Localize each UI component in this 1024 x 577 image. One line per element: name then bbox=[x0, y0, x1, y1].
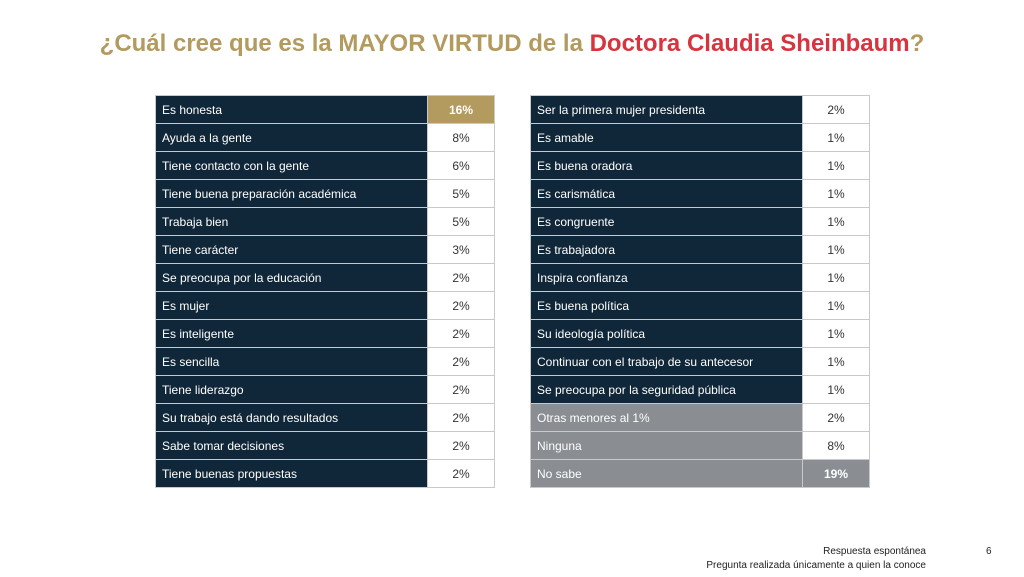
table-row bbox=[156, 236, 495, 264]
row-label: Continuar con el trabajo de su antecesor bbox=[531, 348, 803, 376]
table-row bbox=[531, 432, 870, 460]
table-row bbox=[156, 348, 495, 376]
row-value: 1% bbox=[803, 124, 870, 152]
table-row bbox=[156, 208, 495, 236]
row-label: Trabaja bien bbox=[156, 208, 428, 236]
row-label: Ninguna bbox=[531, 432, 803, 460]
table-row bbox=[156, 180, 495, 208]
table-row bbox=[531, 152, 870, 180]
row-label: Sabe tomar decisiones bbox=[156, 432, 428, 460]
row-value: 2% bbox=[428, 264, 495, 292]
footnote-question-scope: Pregunta realizada únicamente a quien la conoce bbox=[706, 560, 926, 571]
right-results-table bbox=[530, 95, 870, 488]
title-prefix: ¿Cuál cree que es la MAYOR VIRTUD de la bbox=[99, 30, 590, 57]
row-value: 1% bbox=[803, 236, 870, 264]
table-row bbox=[531, 320, 870, 348]
table-row bbox=[156, 432, 495, 460]
row-label: Es mujer bbox=[156, 292, 428, 320]
row-value: 1% bbox=[803, 292, 870, 320]
row-value: 6% bbox=[428, 152, 495, 180]
table-row bbox=[156, 320, 495, 348]
table-row bbox=[531, 348, 870, 376]
row-value: 2% bbox=[803, 404, 870, 432]
title-highlight: Doctora Claudia Sheinbaum bbox=[589, 30, 910, 57]
table-row bbox=[156, 124, 495, 152]
table-row bbox=[531, 180, 870, 208]
row-value: 2% bbox=[428, 460, 495, 488]
row-value: 1% bbox=[803, 348, 870, 376]
table-row bbox=[156, 96, 495, 124]
page-title bbox=[0, 30, 1024, 58]
table-row bbox=[156, 152, 495, 180]
row-value: 1% bbox=[803, 180, 870, 208]
row-label: Se preocupa por la seguridad pública bbox=[531, 376, 803, 404]
table-row bbox=[531, 96, 870, 124]
row-value: 2% bbox=[428, 292, 495, 320]
row-label: Otras menores al 1% bbox=[531, 404, 803, 432]
row-label: Inspira confianza bbox=[531, 264, 803, 292]
row-label: Tiene contacto con la gente bbox=[156, 152, 428, 180]
footnote-response-type: Respuesta espontánea bbox=[823, 546, 926, 557]
row-value: 5% bbox=[428, 180, 495, 208]
row-label: Es amable bbox=[531, 124, 803, 152]
row-label: Es carismática bbox=[531, 180, 803, 208]
row-value: 1% bbox=[803, 376, 870, 404]
row-label: Tiene carácter bbox=[156, 236, 428, 264]
table-row bbox=[156, 292, 495, 320]
row-value: 8% bbox=[803, 432, 870, 460]
row-label: Su trabajo está dando resultados bbox=[156, 404, 428, 432]
table-row bbox=[531, 376, 870, 404]
row-label: Tiene buenas propuestas bbox=[156, 460, 428, 488]
row-value: 1% bbox=[803, 208, 870, 236]
table-row bbox=[531, 236, 870, 264]
page-number: 6 bbox=[986, 546, 992, 557]
row-value: 2% bbox=[428, 432, 495, 460]
table-row bbox=[531, 404, 870, 432]
row-value: 1% bbox=[803, 152, 870, 180]
row-label: Es sencilla bbox=[156, 348, 428, 376]
row-label: Es inteligente bbox=[156, 320, 428, 348]
title-suffix: ? bbox=[909, 30, 925, 57]
table-row bbox=[531, 124, 870, 152]
row-value: 5% bbox=[428, 208, 495, 236]
table-row bbox=[531, 264, 870, 292]
row-label: Tiene buena preparación académica bbox=[156, 180, 428, 208]
row-value: 2% bbox=[428, 376, 495, 404]
row-value: 8% bbox=[428, 124, 495, 152]
row-label: Es buena oradora bbox=[531, 152, 803, 180]
row-value: 19% bbox=[803, 460, 870, 488]
row-label: Es buena política bbox=[531, 292, 803, 320]
row-label: Ayuda a la gente bbox=[156, 124, 428, 152]
row-label: Es trabajadora bbox=[531, 236, 803, 264]
row-value: 1% bbox=[803, 320, 870, 348]
row-value: 1% bbox=[803, 264, 870, 292]
row-label: Se preocupa por la educación bbox=[156, 264, 428, 292]
row-value: 2% bbox=[803, 96, 870, 124]
table-row bbox=[531, 208, 870, 236]
table-row bbox=[156, 460, 495, 488]
row-value: 3% bbox=[428, 236, 495, 264]
row-label: Tiene liderazgo bbox=[156, 376, 428, 404]
row-label: No sabe bbox=[531, 460, 803, 488]
row-label: Ser la primera mujer presidenta bbox=[531, 96, 803, 124]
row-value: 2% bbox=[428, 404, 495, 432]
row-value: 16% bbox=[428, 96, 495, 124]
table-row bbox=[156, 376, 495, 404]
table-row bbox=[531, 460, 870, 488]
table-row bbox=[156, 264, 495, 292]
row-label: Es honesta bbox=[156, 96, 428, 124]
left-results-table bbox=[155, 95, 495, 488]
row-label: Su ideología política bbox=[531, 320, 803, 348]
row-value: 2% bbox=[428, 320, 495, 348]
table-row bbox=[531, 292, 870, 320]
row-label: Es congruente bbox=[531, 208, 803, 236]
table-row bbox=[156, 404, 495, 432]
row-value: 2% bbox=[428, 348, 495, 376]
